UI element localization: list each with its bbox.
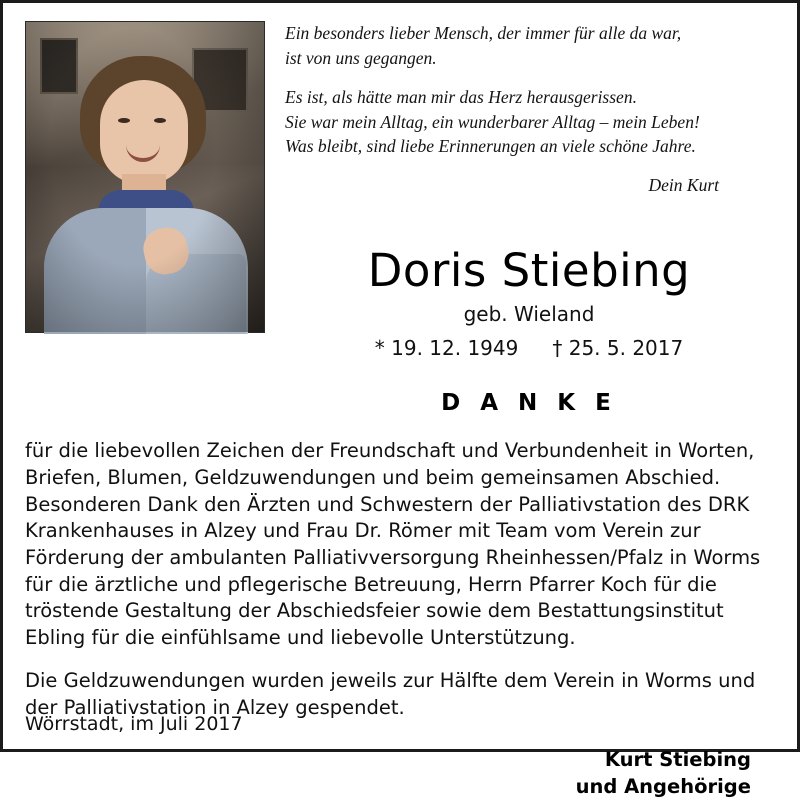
closing-name: Kurt Stiebing: [604, 748, 751, 772]
deceased-name: Doris Stiebing: [367, 244, 691, 297]
verse-line-3: Es ist, als hätte man mir das Herz herausgerissen.: [285, 86, 637, 107]
place-and-date: Wörrstadt, im Juli 2017: [25, 713, 243, 735]
verse-stanza-one: [285, 21, 775, 71]
verse-line-1: Ein besonders lieber Mensch, der immer für alle da war,: [285, 23, 682, 43]
verse-line-4: Sie war mein Alltag, ein wunderbarer Alltag – mein Leben!: [285, 111, 700, 132]
birth-date: * 19. 12. 1949: [374, 336, 519, 361]
verse-line-2: ist von uns gegangen.: [285, 47, 437, 68]
portrait-photo: [25, 21, 265, 333]
deceased-dates: [283, 336, 775, 360]
thank-you-body: [25, 438, 775, 721]
memorial-verse: [285, 15, 775, 212]
verse-signature: Dein Kurt: [648, 175, 719, 196]
verse-line-5: Was bleibt, sind liebe Erinnerungen an viele schöne Jahre.: [285, 136, 696, 157]
photo-vignette: [26, 22, 264, 332]
notice-inner: [3, 3, 797, 798]
death-date: † 25. 5. 2017: [552, 336, 684, 361]
closing-relatives: und Angehörige: [575, 774, 751, 798]
closing-signature: [25, 747, 775, 800]
verse-stanza-two: [285, 85, 775, 160]
danke-heading: D A N K E: [441, 390, 617, 417]
photo-container: [25, 15, 263, 333]
body-paragraph-1: für die liebevollen Zeichen der Freundschaft und Verbundenheit in Worten, Briefen, Blumen, Geldzuwendungen und beim gemeinsamen Abschied. Besonderen Dank den Ärzten und Schwestern der Palliativstation des DRK Krankenhauses in Alzey und Frau Dr. Römer mit Team vom Verein zur Förderung der ambulanten Palliativversorgung Rheinhessen/Pfalz in Worms für die ärztliche und pflegerische Betreuung, Herrn Pfarrer Koch für die tröstende Gestaltung der Abschiedsfeier sowie dem Bestattungsinstitut Ebling für die einfühlsame und liebevolle Unterstützung.: [25, 439, 761, 650]
body-paragraph-2: Die Geldzuwendungen wurden jeweils zur Hälfte dem Verein in Worms und der Palliativstation in Alzey gespendet.: [25, 668, 756, 719]
deceased-maiden-name: geb. Wieland: [463, 302, 595, 327]
